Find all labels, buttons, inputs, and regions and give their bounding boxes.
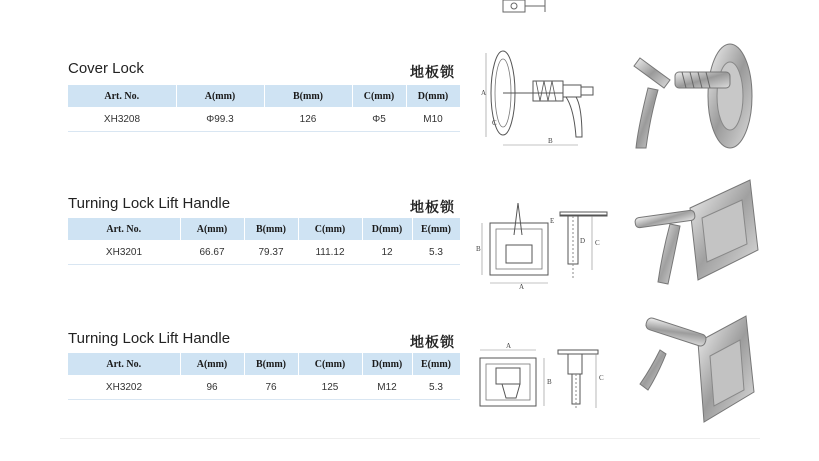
header-c: C(mm) — [298, 353, 362, 375]
partial-drawing-top — [500, 0, 550, 16]
section-title-cn: 地板锁 — [410, 200, 455, 216]
header-art-no: Art. No. — [68, 85, 176, 107]
cell-c: 111.12 — [298, 240, 362, 265]
product-photo-turning-lock-1 — [630, 178, 760, 293]
section-title-cover-lock: Cover Lock — [68, 60, 144, 77]
spec-table-cover-lock — [68, 85, 461, 132]
cell-e: 5.3 — [412, 375, 460, 400]
header-a: A(mm) — [180, 353, 244, 375]
cell-art-no: XH3201 — [68, 240, 180, 265]
dim-label-a: A — [481, 89, 487, 97]
header-a: A(mm) — [180, 218, 244, 240]
dim-label-a: A — [506, 342, 512, 350]
header-art-no: Art. No. — [68, 218, 180, 240]
product-photo-turning-lock-2 — [630, 312, 760, 430]
section-title-cn: 地板锁 — [410, 65, 455, 81]
table-row — [68, 375, 460, 400]
dim-label-b: B — [548, 137, 553, 145]
header-c: C(mm) — [298, 218, 362, 240]
cell-b: 126 — [264, 107, 352, 132]
section-title-cn: 地板锁 — [410, 335, 455, 351]
cell-art-no: XH3208 — [68, 107, 176, 132]
cell-d: M12 — [362, 375, 412, 400]
section-title-turning-lock-2: Turning Lock Lift Handle — [68, 330, 231, 347]
cell-e: 5.3 — [412, 240, 460, 265]
dim-label-a: A — [519, 283, 525, 290]
product-photo-cover-lock — [630, 38, 760, 156]
spec-table-turning-lock-1 — [68, 218, 461, 265]
technical-drawing-cover-lock — [478, 45, 608, 155]
dim-label-d: D — [580, 237, 586, 245]
dim-label-c: C — [599, 374, 604, 382]
bottom-divider — [60, 438, 760, 439]
header-e: E(mm) — [412, 218, 460, 240]
cell-a: 66.67 — [180, 240, 244, 265]
technical-drawing-turning-lock-2 — [472, 338, 612, 416]
cell-art-no: XH3202 — [68, 375, 180, 400]
cell-c: 125 — [298, 375, 362, 400]
table-row — [68, 107, 460, 132]
header-b: B(mm) — [264, 85, 352, 107]
dim-label-c: C — [492, 119, 497, 127]
cell-d: 12 — [362, 240, 412, 265]
table-row — [68, 240, 460, 265]
dim-label-c: C — [595, 239, 600, 247]
table-header-row — [68, 85, 460, 107]
section-title-turning-lock-1: Turning Lock Lift Handle — [68, 195, 231, 212]
header-a: A(mm) — [176, 85, 264, 107]
header-d: D(mm) — [362, 353, 412, 375]
cell-a: Φ99.3 — [176, 107, 264, 132]
dim-label-b: B — [476, 245, 481, 253]
cell-b: 76 — [244, 375, 298, 400]
header-art-no: Art. No. — [68, 353, 180, 375]
header-d: D(mm) — [406, 85, 460, 107]
cell-a: 96 — [180, 375, 244, 400]
table-header-row — [68, 353, 460, 375]
cell-d: M10 — [406, 107, 460, 132]
dim-label-b: B — [547, 378, 552, 386]
dim-label-e: E — [550, 217, 555, 225]
cell-c: Φ5 — [352, 107, 406, 132]
header-c: C(mm) — [352, 85, 406, 107]
header-b: B(mm) — [244, 353, 298, 375]
header-d: D(mm) — [362, 218, 412, 240]
cell-b: 79.37 — [244, 240, 298, 265]
header-b: B(mm) — [244, 218, 298, 240]
technical-drawing-turning-lock-1 — [472, 195, 612, 290]
header-e: E(mm) — [412, 353, 460, 375]
spec-table-turning-lock-2 — [68, 353, 461, 400]
table-header-row — [68, 218, 460, 240]
